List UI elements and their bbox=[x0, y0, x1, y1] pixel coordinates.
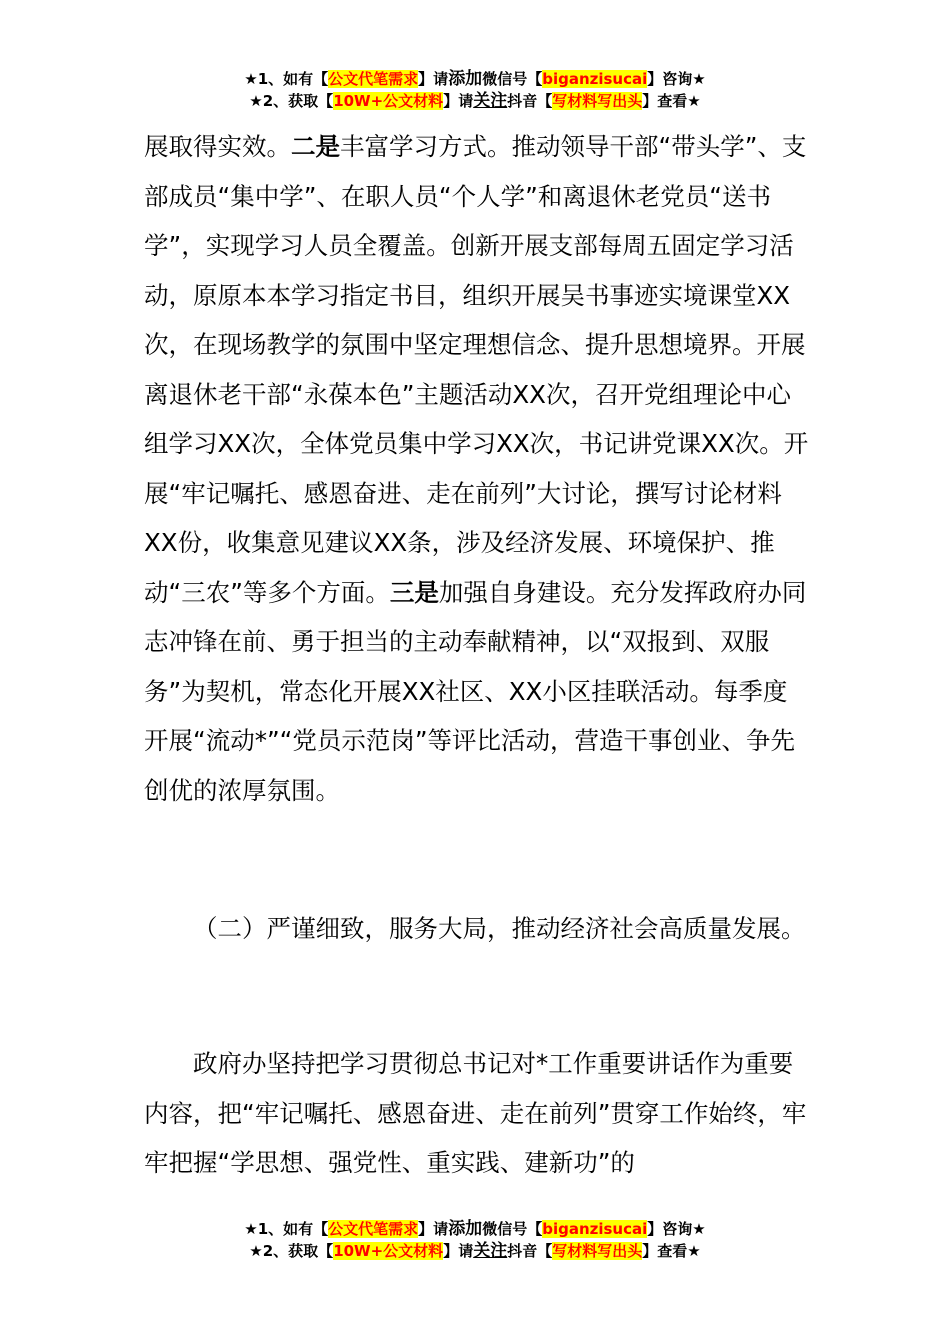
paragraph-second bbox=[144, 1039, 810, 1188]
footer-banner bbox=[0, 1218, 950, 1262]
highlight-service: 公文代笔需求 bbox=[328, 70, 419, 88]
section-heading bbox=[144, 904, 810, 954]
highlight-douyin: 写材料写出头 bbox=[552, 92, 643, 110]
banner-text: 】请 bbox=[443, 1242, 474, 1260]
banner-emphasis: 添加 bbox=[448, 1219, 483, 1239]
paragraph-text: 展取得实效。 bbox=[144, 132, 291, 161]
banner-text: 抖音【 bbox=[507, 92, 553, 110]
banner-line-2 bbox=[0, 90, 950, 112]
banner-line-1 bbox=[0, 1218, 950, 1240]
banner-text: 】查看★ bbox=[642, 92, 701, 110]
section-heading-text: （二）严谨细致，服务大局，推动经济社会高质量发展。 bbox=[193, 914, 806, 943]
banner-text: 】请 bbox=[418, 1220, 449, 1238]
banner-emphasis: 关注 bbox=[473, 91, 508, 111]
paragraph-text: 加强自身建设。充分发挥政府办同志冲锋在前、勇于担当的主动奉献精神，以“双报到、双服务”为契机，常态化开展XX社区、XX小区挂联活动。每季度开展“流动*”“党员示范岗”等评比活动，营造干事创业、争先创优的浓厚氛围。 bbox=[144, 577, 807, 805]
banner-text: 微信号【 bbox=[482, 1220, 543, 1238]
banner-text: ★1、如有【 bbox=[244, 1220, 329, 1238]
banner-text: 】请 bbox=[443, 92, 474, 110]
highlight-wechat-id: biganzisucai bbox=[542, 70, 648, 88]
banner-emphasis: 关注 bbox=[473, 1241, 508, 1261]
banner-text: ★1、如有【 bbox=[244, 70, 329, 88]
highlight-wechat-id: biganzisucai bbox=[542, 1220, 648, 1238]
highlight-douyin: 写材料写出头 bbox=[552, 1242, 643, 1260]
highlight-materials: 10W+公文材料 bbox=[333, 1242, 444, 1260]
paragraph-text: 政府办坚持把学习贯彻总书记对*工作重要讲话作为重要内容，把“牢记嘱托、感恩奋进、走在前列”贯穿工作始终，牢牢把握“学思想、强党性、重实践、建新功”的 bbox=[144, 1049, 807, 1177]
banner-text: 】咨询★ bbox=[647, 1220, 706, 1238]
banner-line-1 bbox=[0, 68, 950, 90]
bold-marker-two: 二是 bbox=[291, 132, 340, 161]
paragraph-text: 丰富学习方式。推动领导干部“带头学”、支部成员“集中学”、在职人员“个人学”和离退休老党员“送书学”，实现学习人员全覆盖。创新开展支部每周五固定学习活动，原原本本学习指定书目，组织开展吴书事迹实境课堂XX次，在现场教学的氛围中坚定理想信念、提升思想境界。开展离退休老干部“永葆本色”主题活动XX次，召开党组理论中心组学习XX次，全体党员集中学习XX次，书记讲党课XX次。开展“牢记嘱托、感恩奋进、走在前列”大讨论，撰写讨论材料XX份，收集意见建议XX条，涉及经济发展、环境保护、推动“三农”等多个方面。 bbox=[144, 132, 809, 607]
highlight-materials: 10W+公文材料 bbox=[333, 92, 444, 110]
banner-emphasis: 添加 bbox=[448, 69, 483, 89]
banner-text: ★2、获取【 bbox=[249, 1242, 334, 1260]
banner-text: 】咨询★ bbox=[647, 70, 706, 88]
banner-text: 微信号【 bbox=[482, 70, 543, 88]
paragraph-main bbox=[144, 122, 810, 815]
banner-text: ★2、获取【 bbox=[249, 92, 334, 110]
banner-text: 抖音【 bbox=[507, 1242, 553, 1260]
banner-line-2 bbox=[0, 1240, 950, 1262]
highlight-service: 公文代笔需求 bbox=[328, 1220, 419, 1238]
banner-text: 】查看★ bbox=[642, 1242, 701, 1260]
banner-text: 】请 bbox=[418, 70, 449, 88]
header-banner bbox=[0, 68, 950, 112]
bold-marker-three: 三是 bbox=[389, 577, 439, 607]
